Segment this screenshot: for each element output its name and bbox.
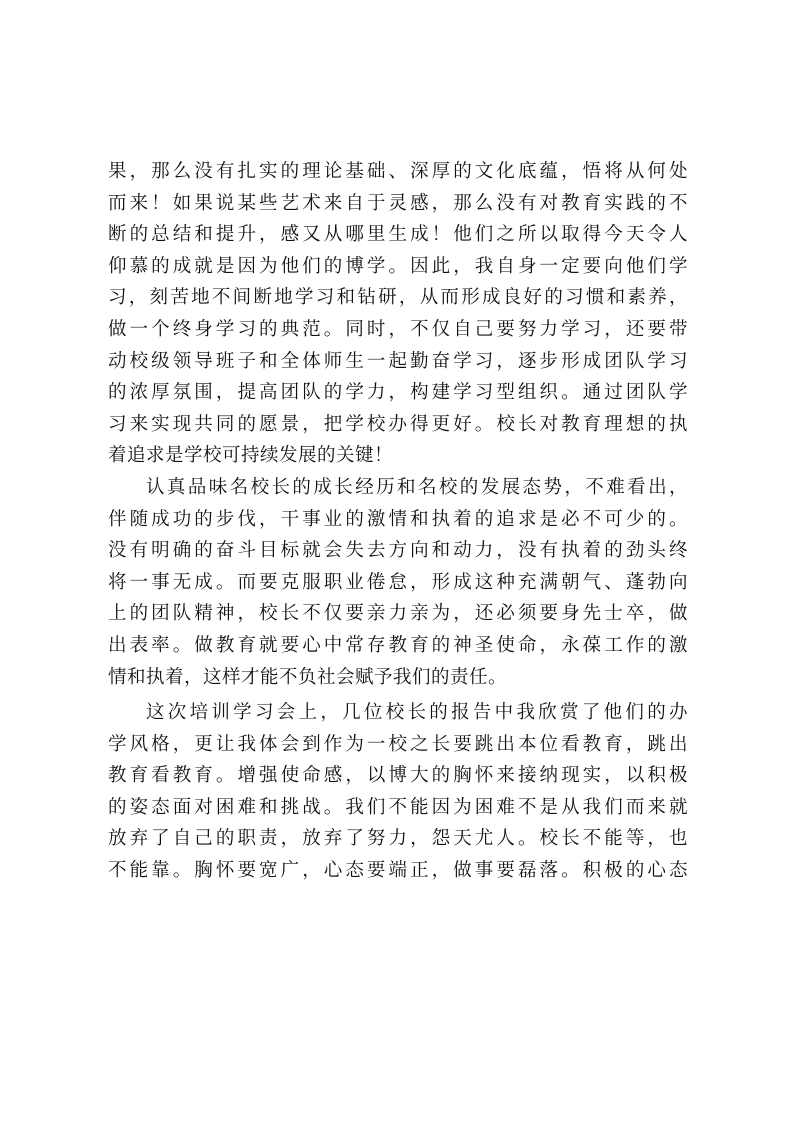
text-line: 果，那么没有扎实的理论基础、深厚的文化底蕴，悟将从何处	[108, 161, 688, 182]
text-line: 的姿态面对困难和挑战。我们不能因为困难不是从我们而来就	[108, 796, 688, 818]
text-line: 放弃了自己的职责，放弃了努力，怨天尤人。校长不能等，也	[108, 828, 688, 850]
text-line: 动校级领导班子和全体师生一起勤奋学习，逐步形成团队学习	[108, 350, 688, 372]
text-line: 断的总结和提升，感又从哪里生成！他们之所以取得今天令人	[108, 224, 688, 246]
text-line: 没有明确的奋斗目标就会失去方向和动力，没有执着的劲头终	[108, 540, 688, 562]
text-line: 出表率。做教育就要心中常存教育的神圣使命，永葆工作的激	[108, 634, 688, 656]
text-line: 学风格，更让我体会到作为一校之长要跳出本位看教育，跳出	[108, 733, 688, 755]
text-line: 将一事无成。而要克服职业倦怠，形成这种充满朝气、蓬勃向	[108, 571, 688, 593]
text-line: 上的团队精神，校长不仅要亲力亲为，还必须要身先士卒，做	[108, 603, 688, 625]
paragraph-3	[108, 697, 688, 887]
text-line: 的浓厚氛围，提高团队的学力，构建学习型组织。通过团队学	[108, 382, 688, 404]
text-line: 而来！如果说某些艺术来自于灵感，那么没有对教育实践的不	[108, 192, 688, 214]
text-line: 着追求是学校可持续发展的关键！	[108, 445, 394, 467]
text-line: 情和执着，这样才能不负社会赋予我们的责任。	[108, 666, 508, 688]
text-line: 伴随成功的步伐，干事业的激情和执着的追求是必不可少的。	[108, 508, 688, 530]
text-line: 认真品味名校长的成长经历和名校的发展态势，不难看出，	[146, 476, 688, 498]
text-line: 习来实现共同的愿景，把学校办得更好。校长对教育理想的执	[108, 413, 688, 435]
text-line: 不能靠。胸怀要宽广，心态要端正，做事要磊落。积极的心态	[108, 860, 688, 882]
text-line: 做一个终身学习的典范。同时，不仅自己要努力学习，还要带	[108, 318, 688, 340]
text-line: 仰慕的成就是因为他们的博学。因此，我自身一定要向他们学	[108, 255, 688, 277]
paragraph-1	[108, 156, 688, 472]
text-line: 这次培训学习会上，几位校长的报告中我欣赏了他们的办	[146, 702, 688, 724]
body-text	[108, 156, 688, 887]
text-line: 习，刻苦地不间断地学习和钻研，从而形成良好的习惯和素养，	[108, 287, 688, 309]
text-line: 教育看教育。增强使命感，以博大的胸怀来接纳现实，以积极	[108, 765, 688, 787]
paragraph-2	[108, 472, 688, 693]
